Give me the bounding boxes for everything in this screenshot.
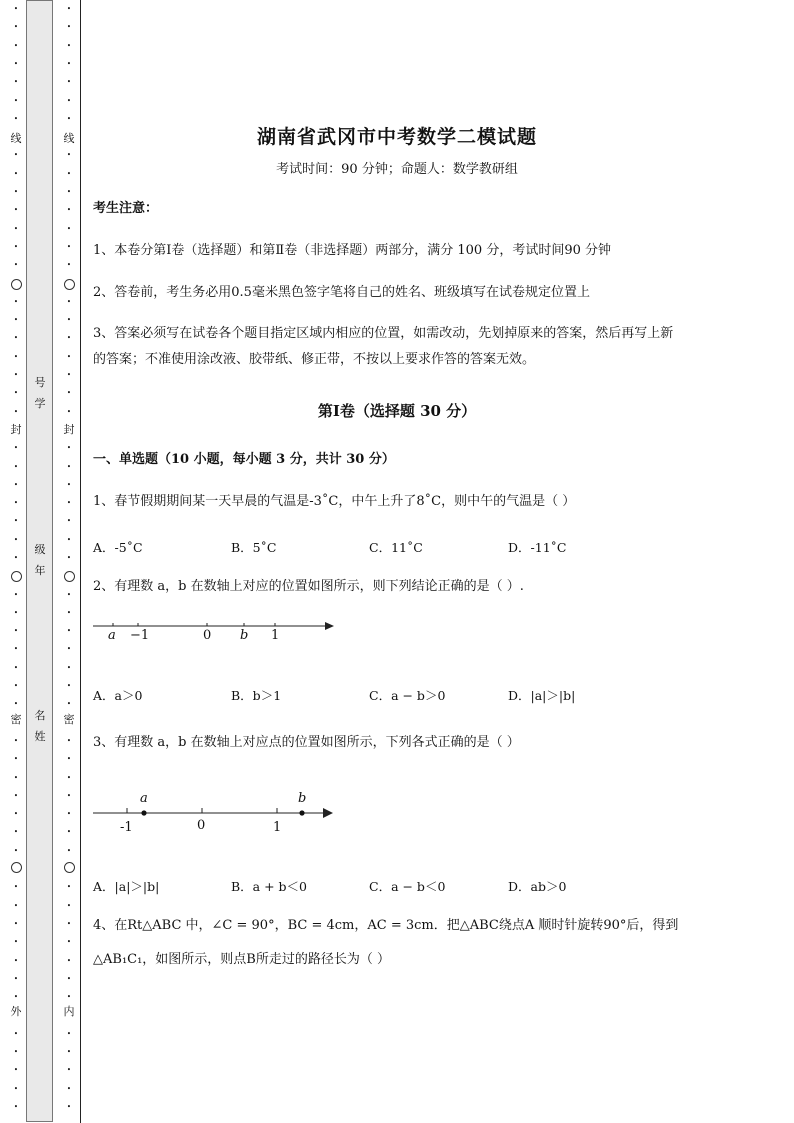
q3-option-d: D．ab＞0 [508,879,567,894]
outer-dot: • [13,188,19,196]
outer-dot: • [13,151,19,159]
inner-dot: • [66,463,72,471]
outer-dot: • [13,975,19,983]
q2-label-a: a [108,628,116,643]
outer-dot: • [13,97,19,105]
gutter-label-xue: 学 [34,397,46,410]
q2-option-a: A．a＞0 [93,688,143,703]
inner-dot: • [66,883,72,891]
outer-dot: • [13,645,19,653]
outer-dot: • [13,353,19,361]
gutter-label-hao: 号 [34,376,46,389]
inner-dot: • [66,554,72,562]
q2-number-line [90,616,340,646]
q3-tick-1: 1 [273,820,282,835]
inner-dot: • [66,316,72,324]
inner-dot: • [66,97,72,105]
q3-stem: 3、有理数 a，b 在数轴上对应点的位置如图所示，下列各式正确的是（ ） [93,735,520,750]
inner-mark-label: 封 [63,423,75,436]
outer-dot: • [13,609,19,617]
inner-dot: • [66,536,72,544]
outer-circle-mark [11,279,22,290]
outer-dot: • [13,883,19,891]
inner-dot: • [66,847,72,855]
inner-dot: • [66,517,72,525]
inner-dot: • [66,700,72,708]
outer-dot: • [13,627,19,635]
outer-dot: • [13,23,19,31]
outer-dot: • [13,389,19,397]
q3-option-c: C．a − b＜0 [369,879,446,894]
outer-dot: • [13,5,19,13]
outer-dot: • [13,334,19,342]
gutter-label-ji: 级 [34,543,46,556]
inner-dot: • [66,78,72,86]
outer-dot: • [13,591,19,599]
inner-dot: • [66,334,72,342]
outer-dot: • [13,298,19,306]
outer-dot: • [13,938,19,946]
outer-mark-label: 封 [10,423,22,436]
inner-dot: • [66,591,72,599]
inner-dot: • [66,920,72,928]
inner-dot: • [66,243,72,251]
inner-dot: • [66,408,72,416]
inner-dot: • [66,5,72,13]
outer-dot: • [13,1066,19,1074]
outer-dot: • [13,463,19,471]
inner-dot: • [66,975,72,983]
inner-dot: • [66,151,72,159]
q3-tick-neg1: -1 [120,820,133,835]
inner-dot: • [66,225,72,233]
outer-circle-mark [11,862,22,873]
section-title: 第Ⅰ卷（选择题 30 分） [317,402,477,420]
outer-circle-mark [11,571,22,582]
q1-option-a: A．-5˚C [93,540,143,555]
inner-dot: • [66,261,72,269]
inner-mark-label: 线 [63,132,75,145]
q2-option-c: C．a − b＞0 [369,688,446,703]
inner-dot: • [66,353,72,361]
outer-dot: • [13,1103,19,1111]
outer-dot: • [13,481,19,489]
outer-dot: • [13,810,19,818]
inner-dot: • [66,609,72,617]
outer-dot: • [13,78,19,86]
q2-option-b: B．b＞1 [231,688,282,703]
q3-tick-0: 0 [197,818,206,833]
outer-dot: • [13,316,19,324]
outer-mark-label: 密 [10,713,22,726]
q1-stem: 1、春节假期期间某一天早晨的气温是-3˚C，中午上升了8˚C，则中午的气温是（ ） [93,494,576,509]
outer-dot: • [13,499,19,507]
inner-dot: • [66,755,72,763]
outer-dot: • [13,682,19,690]
inner-dot: • [66,188,72,196]
inner-dot: • [66,828,72,836]
exam-subtitle: 考试时间：90 分钟；命题人：数学教研组 [276,162,518,177]
inner-dot: • [66,957,72,965]
outer-dot: • [13,993,19,1001]
q1-option-b: B．5˚C [231,540,277,555]
q3-option-a: A．|a|＞|b| [93,879,160,894]
q3-point-b: b [298,791,307,806]
q4-stem-line2: △AB₁C₁，如图所示，则点B所走过的路径长为（ ） [93,952,390,967]
outer-dot: • [13,408,19,416]
inner-dot: • [66,938,72,946]
outer-dot: • [13,847,19,855]
inner-mark-label: 密 [63,713,75,726]
inner-dot: • [66,993,72,1001]
inner-dot: • [66,1085,72,1093]
outer-dot: • [13,170,19,178]
outer-dot: • [13,206,19,214]
outer-dot: • [13,828,19,836]
q2-label-1: 1 [271,628,280,643]
inner-dot: • [66,371,72,379]
outer-dot: • [13,371,19,379]
outer-dot: • [13,225,19,233]
outer-mark-label: 线 [10,132,22,145]
exam-title: 湖南省武冈市中考数学二模试题 [256,126,537,148]
outer-dot: • [13,115,19,123]
q2-label-0: 0 [203,628,212,643]
inner-dot: • [66,792,72,800]
inner-dot: • [66,737,72,745]
outer-dot: • [13,737,19,745]
outer-dot: • [13,755,19,763]
inner-mark-label: 内 [63,1005,75,1018]
outer-dot: • [13,902,19,910]
outer-mark-label: 外 [10,1005,22,1018]
q4-stem-line1: 4、在Rt△ABC 中，∠C = 90°，BC = 4cm，AC = 3cm．把△ABC绕点A 顺时针旋转90°后，得到 [93,918,679,933]
inner-dot: • [66,645,72,653]
inner-dot: • [66,170,72,178]
q2-option-d: D．|a|＞|b| [508,688,576,703]
gutter-label-nian: 年 [34,564,46,577]
inner-dot: • [66,42,72,50]
inner-dot: • [66,1030,72,1038]
outer-dot: • [13,261,19,269]
q1-option-c: C．11˚C [369,540,423,555]
outer-dot: • [13,1030,19,1038]
notice-item-3a: 3、答案必须写在试卷各个题目指定区域内相应的位置，如需改动，先划掉原来的答案，然后再写上新 [93,326,674,341]
inner-dot: • [66,1048,72,1056]
inner-dot: • [66,23,72,31]
inner-circle-mark [64,279,75,290]
inner-dot: • [66,627,72,635]
inner-dot: • [66,774,72,782]
inner-dot: • [66,60,72,68]
q2-label-b: b [240,628,249,643]
notice-item-3b: 的答案；不准使用涂改液、胶带纸、修正带，不按以上要求作答的答案无效。 [93,352,536,367]
outer-dot: • [13,243,19,251]
outer-dot: • [13,1048,19,1056]
inner-dot: • [66,499,72,507]
outer-dot: • [13,664,19,672]
inner-circle-mark [64,862,75,873]
part-title: 一、单选题（10 小题，每小题 3 分，共计 30 分） [93,452,395,467]
outer-dot: • [13,42,19,50]
outer-dot: • [13,444,19,452]
outer-dot: • [13,517,19,525]
inner-dot: • [66,1066,72,1074]
inner-dot: • [66,1103,72,1111]
outer-dot: • [13,536,19,544]
q1-option-d: D．-11˚C [508,540,567,555]
outer-dot: • [13,792,19,800]
inner-dot: • [66,298,72,306]
inner-dot: • [66,444,72,452]
inner-dot: • [66,664,72,672]
outer-dot: • [13,700,19,708]
q2-stem: 2、有理数 a，b 在数轴上对应的位置如图所示，则下列结论正确的是（ ）. [93,579,524,594]
outer-dot: • [13,957,19,965]
inner-dot: • [66,115,72,123]
inner-circle-mark [64,571,75,582]
outer-dot: • [13,554,19,562]
gutter-label-ming: 名 [34,709,46,722]
q2-label-neg1: −1 [130,628,150,643]
inner-dot: • [66,682,72,690]
outer-dot: • [13,920,19,928]
notice-item-1: 1、本卷分第Ⅰ卷（选择题）和第Ⅱ卷（非选择题）两部分，满分 100 分，考试时间90 分钟 [93,243,611,258]
inner-dot: • [66,389,72,397]
outer-dot: • [13,774,19,782]
inner-dot: • [66,902,72,910]
inner-dot: • [66,206,72,214]
inner-dot: • [66,810,72,818]
outer-dot: • [13,1085,19,1093]
gutter-label-xing: 姓 [34,730,46,743]
inner-dot: • [66,481,72,489]
notice-heading: 考生注意： [93,201,159,216]
q3-point-a: a [140,791,148,806]
q3-option-b: B．a + b＜0 [231,879,308,894]
notice-item-2: 2、答卷前，考生务必用0.5毫米黑色签字笔将自己的姓名、班级填写在试卷规定位置上 [93,285,590,300]
outer-dot: • [13,60,19,68]
